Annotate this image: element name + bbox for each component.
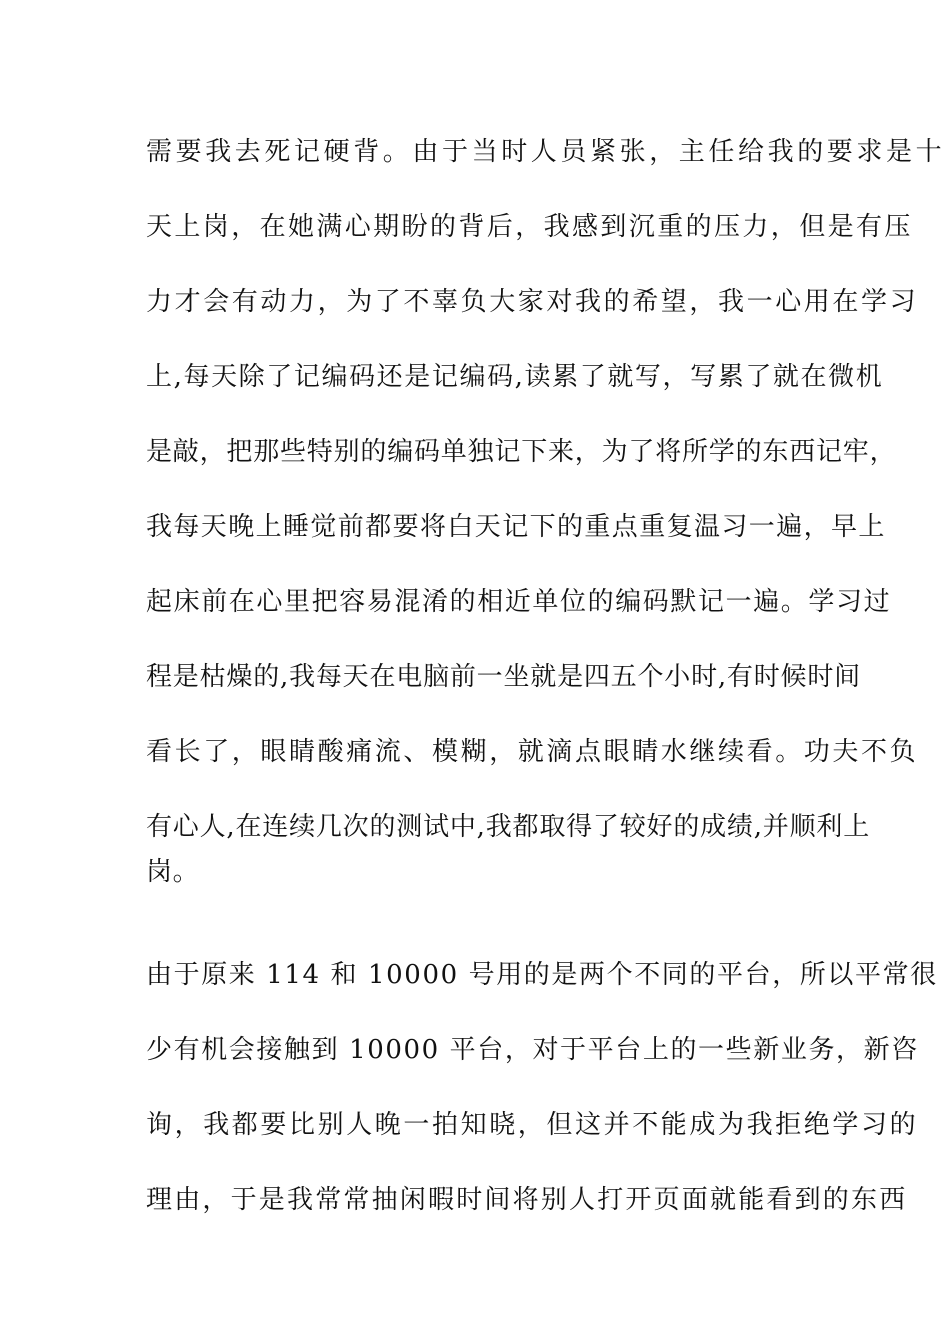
text-line: 是敲，把那些特别的编码单独记下来，为了将所学的东西记牢， bbox=[146, 437, 897, 467]
text-line: 我每天晚上睡觉前都要将白天记下的重点重复温习一遍，早上 bbox=[146, 512, 886, 542]
text-line: 理由，于是我常常抽闲暇时间将别人打开页面就能看到的东西 bbox=[146, 1185, 908, 1215]
text-line: 力才会有动力，为了不辜负大家对我的希望，我一心用在学习 bbox=[146, 287, 919, 317]
paragraph-start-line: 由于原来 114 和 10000 号用的是两个不同的平台，所以平常很 bbox=[146, 960, 938, 990]
text-line: 询，我都要比别人晚一拍知晓，但这并不能成为我拒绝学习的 bbox=[146, 1110, 919, 1140]
text-line: 需要我去死记硬背。由于当时人员紧张，主任给我的要求是十 bbox=[146, 137, 946, 167]
text-line: 看长了，眼睛酸痛流、模糊，就滴点眼睛水继续看。功夫不负 bbox=[146, 737, 919, 767]
text-line: 起床前在心里把容易混淆的相近单位的编码默记一遍。学习过 bbox=[146, 587, 892, 617]
text-line: 岗。 bbox=[146, 857, 200, 887]
text-line: 少有机会接触到 10000 平台，对于平台上的一些新业务，新咨 bbox=[146, 1035, 919, 1065]
text-line: 上,每天除了记编码还是记编码,读累了就写，写累了就在微机 bbox=[146, 362, 884, 392]
text-line: 有心人,在连续几次的测试中,我都取得了较好的成绩,并顺利上 bbox=[146, 812, 870, 842]
text-line: 程是枯燥的,我每天在电脑前一坐就是四五个小时,有时候时间 bbox=[146, 662, 861, 692]
text-line: 天上岗，在她满心期盼的背后，我感到沉重的压力，但是有压 bbox=[146, 212, 913, 242]
